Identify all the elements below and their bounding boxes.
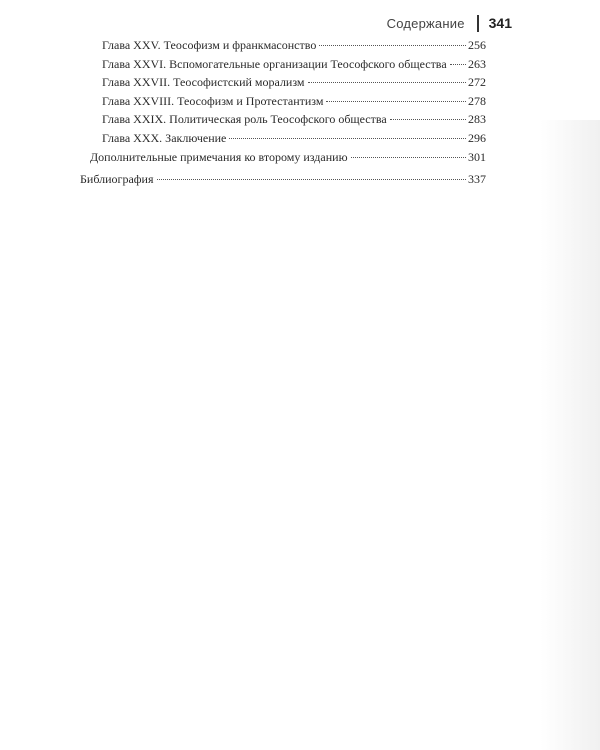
- toc-entry-label: Глава XXX. Заключение: [102, 130, 227, 145]
- toc-dot-leader: [450, 64, 466, 65]
- toc-entry-page: 296: [468, 130, 486, 145]
- toc-entry-chapter-28[interactable]: [80, 92, 486, 111]
- toc-entry-label: Глава XXVIII. Теософизм и Протестантизм: [102, 93, 324, 108]
- running-header: [387, 14, 512, 32]
- toc-entry-page: 278: [468, 93, 486, 108]
- toc-entry-chapter-30[interactable]: [80, 129, 486, 148]
- table-of-contents: [80, 36, 486, 189]
- toc-entry-chapter-27[interactable]: [80, 73, 486, 92]
- page-number: 341: [488, 15, 512, 31]
- running-header-title: Содержание: [386, 15, 465, 31]
- toc-entry-label: Глава XXIX. Политическая роль Теософского общества: [102, 112, 387, 127]
- toc-dot-leader: [308, 82, 466, 83]
- toc-entry-chapter-29[interactable]: [80, 110, 486, 129]
- toc-entry-chapter-25[interactable]: [80, 36, 486, 55]
- page-edge-shadow: [540, 120, 600, 750]
- toc-entry-page: 263: [468, 56, 486, 71]
- toc-entry-page: 256: [468, 38, 486, 52]
- toc-dot-leader: [229, 138, 466, 139]
- toc-entry-label: Глава XXVI. Вспомогательные организации Теософского общества: [102, 56, 447, 71]
- toc-entry-bibliography[interactable]: [80, 170, 486, 189]
- toc-entry-page: 272: [468, 75, 486, 90]
- header-divider: [477, 15, 479, 32]
- toc-entry-page: 283: [468, 112, 486, 127]
- toc-entry-label: Глава XXV. Теософизм и франкмасонство: [102, 38, 317, 52]
- toc-entry-label: Библиография: [80, 172, 154, 187]
- toc-dot-leader: [157, 179, 467, 180]
- toc-entry-label: Глава XXVII. Теософистский морализм: [102, 75, 305, 90]
- toc-entry-label: Дополнительные примечания ко второму изданию: [90, 149, 348, 164]
- toc-dot-leader: [326, 101, 466, 102]
- toc-dot-leader: [390, 119, 466, 120]
- toc-entry-page: 337: [468, 172, 486, 187]
- toc-entry-page: 301: [468, 149, 486, 164]
- toc-dot-leader: [319, 45, 466, 46]
- toc-entry-chapter-26[interactable]: [80, 55, 486, 74]
- toc-entry-additional-notes[interactable]: [80, 148, 486, 167]
- toc-dot-leader: [351, 157, 466, 158]
